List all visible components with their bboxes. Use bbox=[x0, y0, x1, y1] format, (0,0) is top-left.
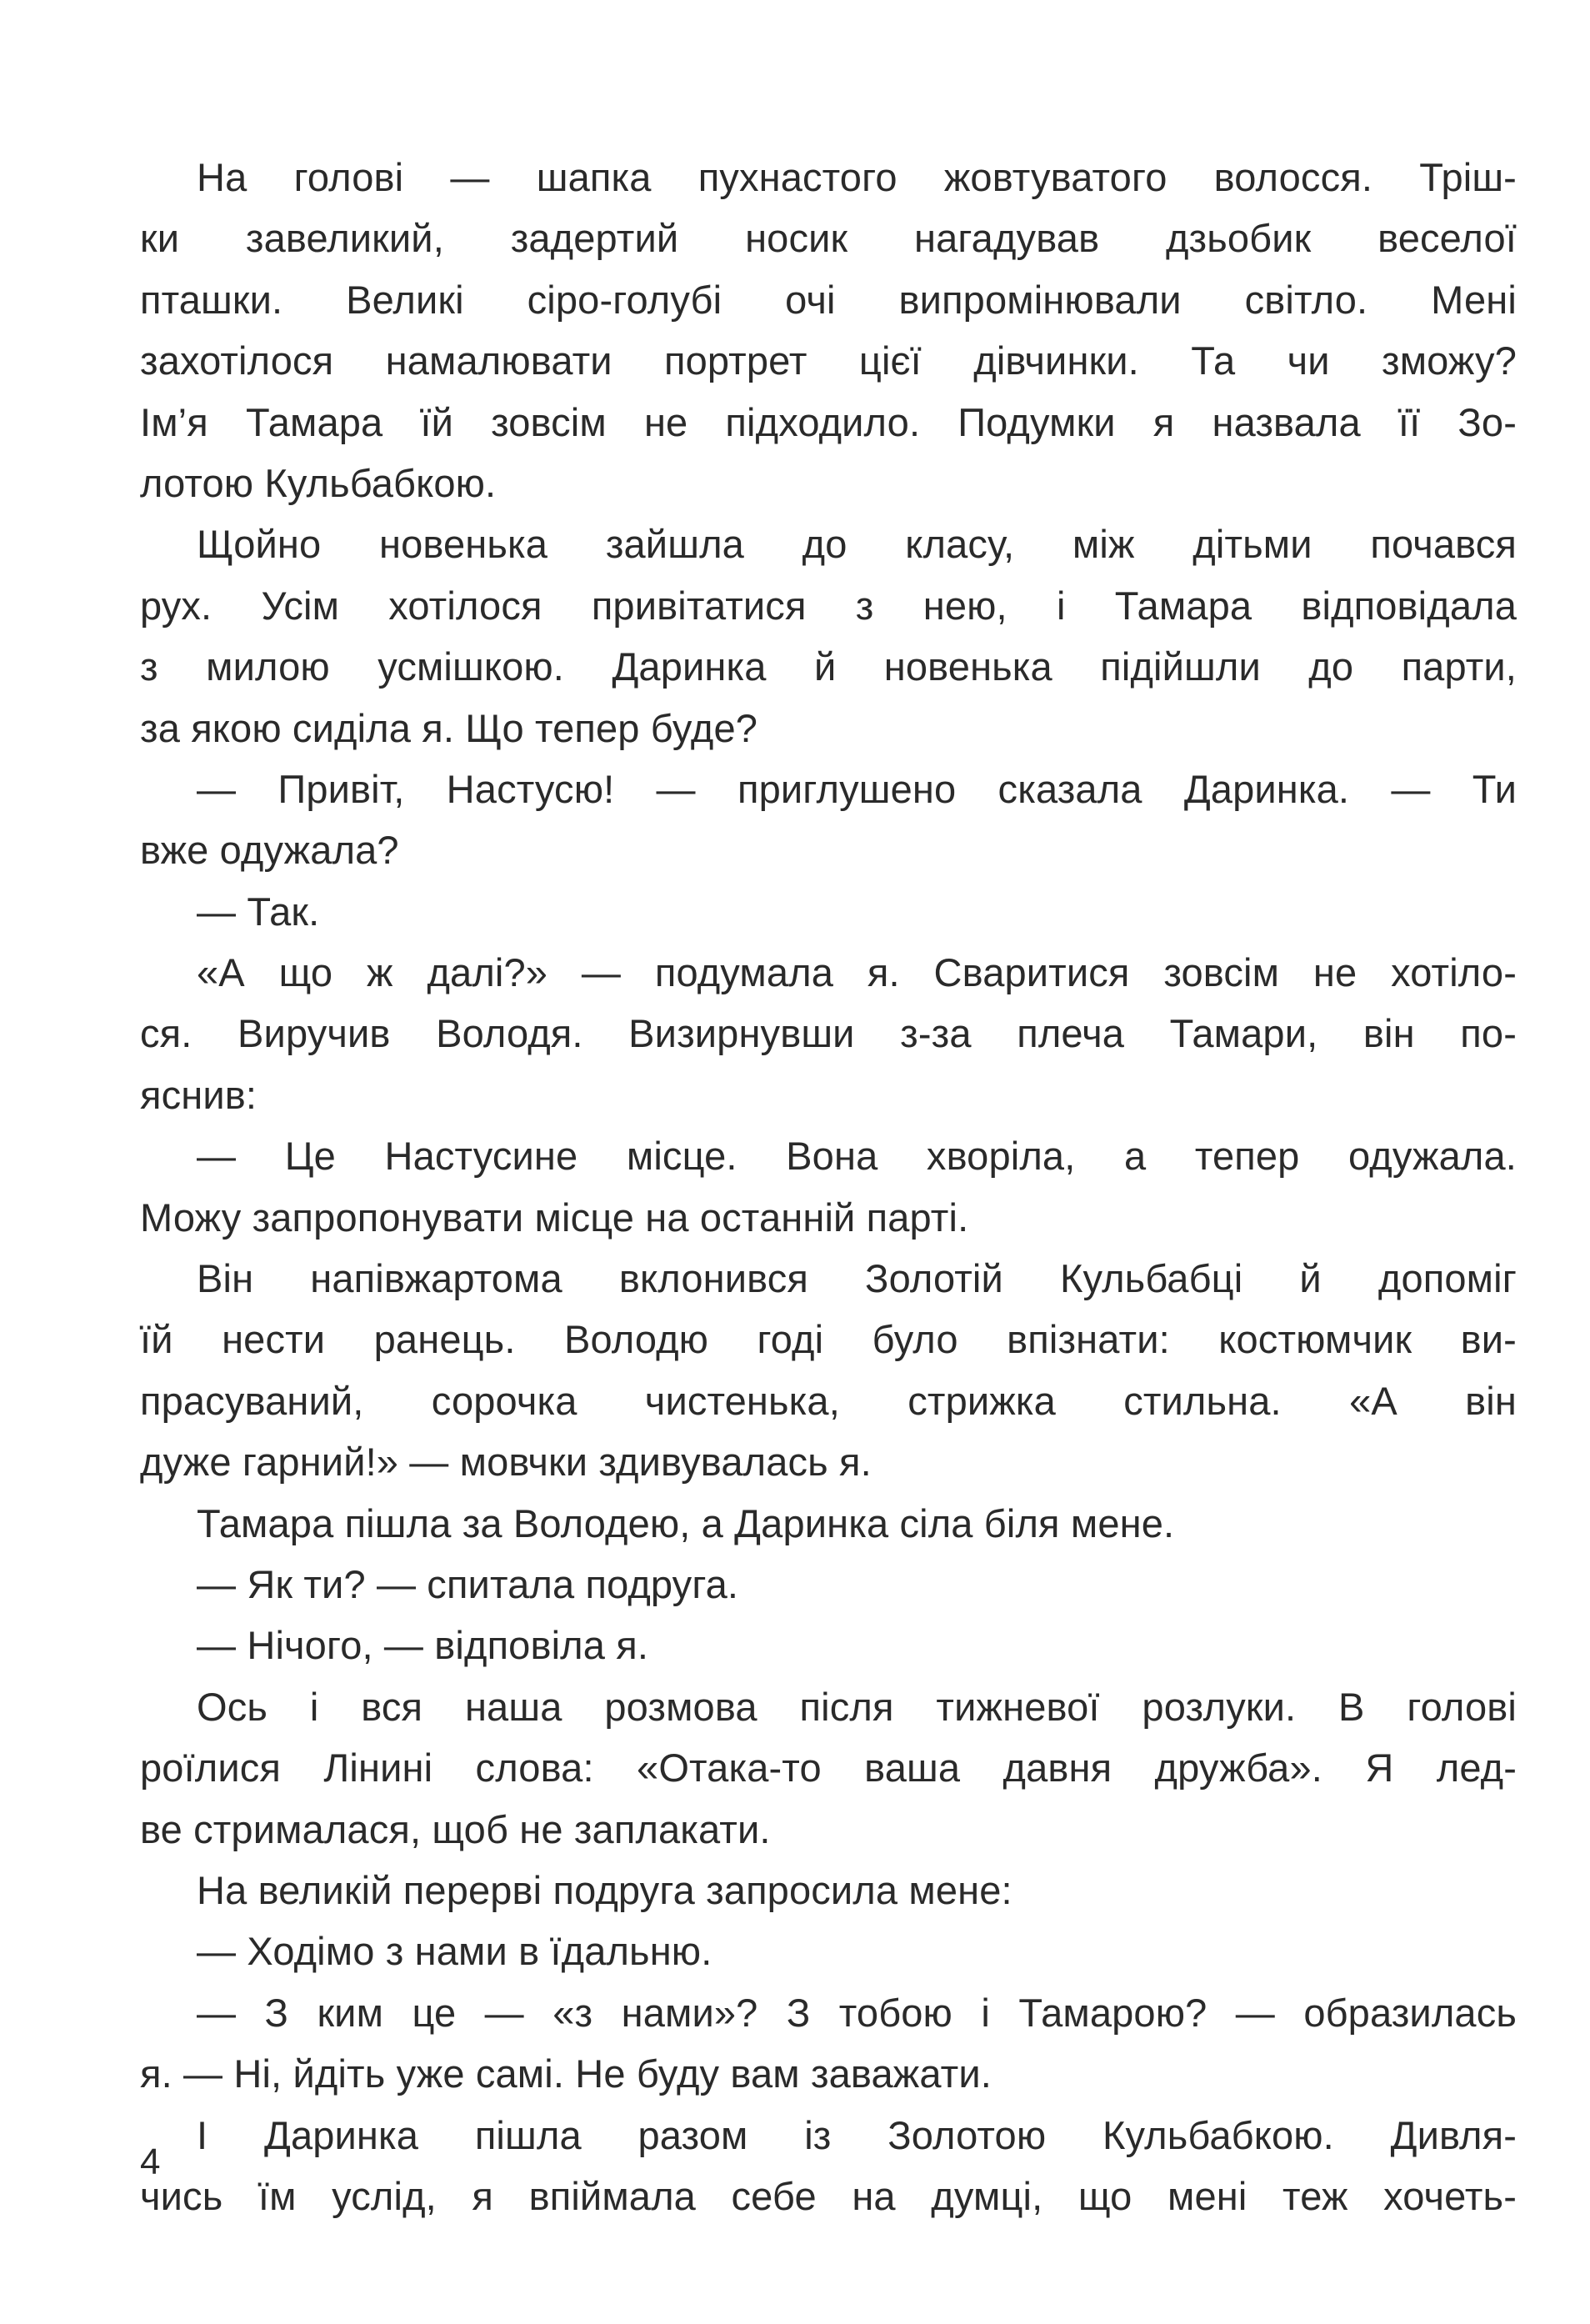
page-number: 4 bbox=[140, 2141, 161, 2182]
text-line-33: І Даринка пішла разом із Золотою Кульбабкою. Дивля- bbox=[197, 2112, 1517, 2157]
text-line-16: яснив: bbox=[140, 1072, 258, 1117]
text-line-8: рух. Усім хотілося привітатися з нею, і Тамара відповідала bbox=[140, 583, 1517, 628]
text-line-15: ся. Виручив Володя. Визирнувши з-за плеча Тамари, він по- bbox=[140, 1011, 1517, 1056]
text-line-19: Він напівжартома вклонився Золотій Кульбабці й допоміг bbox=[197, 1256, 1517, 1301]
text-line-18: Можу запропонувати місце на останній парті. bbox=[140, 1195, 969, 1240]
text-line-32: я. — Ні, йдіть уже самі. Не буду вам заважати. bbox=[140, 2051, 992, 2096]
text-line-9: з милою усмішкою. Даринка й новенька підійшли до парти, bbox=[140, 644, 1517, 689]
text-line-30: — Ходімо з нами в їдальню. bbox=[197, 1929, 712, 1974]
text-line-31: — З ким це — «з нами»? З тобою і Тамарою? — образилась bbox=[197, 1990, 1517, 2035]
text-line-7: Щойно новенька зайшла до класу, між дітьми почався bbox=[197, 522, 1517, 567]
text-line-20: їй нести ранець. Володю годі було впізнати: костюмчик ви- bbox=[140, 1317, 1517, 1362]
text-line-25: — Нічого, — відповіла я. bbox=[197, 1623, 649, 1668]
text-line-4: захотілося намалювати портрет цієї дівчинки. Та чи зможу? bbox=[140, 338, 1517, 383]
text-line-1: На голові — шапка пухнастого жовтуватого волосся. Тріш- bbox=[197, 155, 1517, 199]
page-text bbox=[140, 147, 1517, 2226]
text-line-22: дуже гарний!» — мовчки здивувалась я. bbox=[140, 1440, 872, 1485]
text-line-12: вже одужала? bbox=[140, 828, 399, 873]
text-line-29: На великій перерві подруга запросила мене: bbox=[197, 1867, 1012, 1912]
text-line-3: пташки. Великі сіро-голубі очі випромінювали світло. Мені bbox=[140, 277, 1517, 322]
text-line-10: за якою сиділа я. Що тепер буде? bbox=[140, 705, 758, 750]
text-line-28: ве стрималася, щоб не заплакати. bbox=[140, 1806, 771, 1851]
text-line-11: — Привіт, Настусю! — приглушено сказала Даринка. — Ти bbox=[197, 766, 1517, 811]
text-line-26: Ось і вся наша розмова після тижневої розлуки. В голові bbox=[197, 1684, 1517, 1729]
text-line-2: ки завеликий, задертий носик нагадував дзьобик веселої bbox=[140, 216, 1517, 261]
text-line-21: прасуваний, сорочка чистенька, стрижка стильна. «А він bbox=[140, 1378, 1517, 1423]
text-line-13: — Так. bbox=[197, 889, 320, 934]
text-line-27: роїлися Лінині слова: «Отака-то ваша давня дружба». Я лед- bbox=[140, 1746, 1517, 1791]
text-line-14: «А що ж далі?» — подумала я. Сваритися зовсім не хотіло- bbox=[197, 950, 1517, 995]
text-line-5: Ім’я Тамара їй зовсім не підходило. Подумки я назвала її Зо- bbox=[140, 399, 1517, 444]
text-line-23: Тамара пішла за Володею, а Даринка сіла біля мене. bbox=[197, 1500, 1175, 1545]
text-line-6: лотою Кульбабкою. bbox=[140, 460, 497, 505]
text-line-24: — Як ти? — спитала подруга. bbox=[197, 1561, 739, 1606]
text-line-17: — Це Настусине місце. Вона хворіла, а тепер одужала. bbox=[197, 1134, 1517, 1179]
text-line-34: чись їм услід, я впіймала себе на думці, що мені теж хочеть- bbox=[140, 2173, 1517, 2218]
